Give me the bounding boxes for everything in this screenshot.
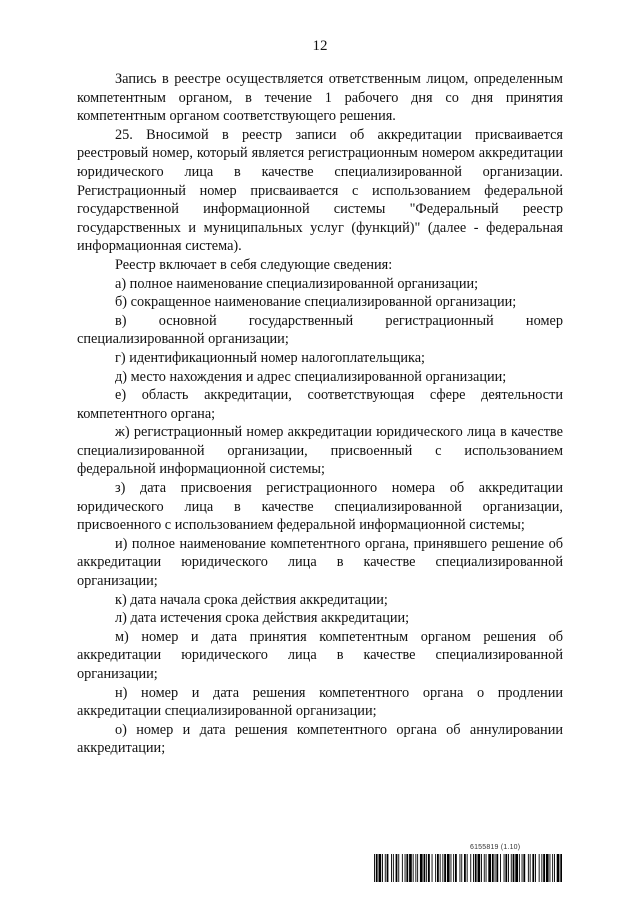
document-code: 6155819 (1.10): [470, 844, 521, 851]
page-number: 12: [312, 38, 328, 54]
list-item-zh: ж) регистрационный номер аккредитации юридического лица в качестве специализированной организации, присвоенный с использованием федеральной информационной системы;: [77, 424, 563, 478]
list-item-b: б) сокращенное наименование специализированной организации;: [115, 294, 517, 311]
list-item-d: д) место нахождения и адрес специализированной организации;: [115, 368, 507, 385]
list-item-k: к) дата начала срока действия аккредитации;: [115, 591, 388, 608]
list-item-m: м) номер и дата принятия компетентным органом решения об аккредитации юридического лица в качестве специализированной организации;: [77, 628, 563, 682]
list-item-v: в) основной государственный регистрационный номер специализированной организации;: [77, 312, 563, 348]
paragraph-25: 25. Вносимой в реестр записи об аккредитации присваивается реестровый номер, который является регистрационным номером аккредитации юридического лица в качестве специализированной организации. Регистрационный номер присваивается с использованием федеральной государственной информационной системы "Федеральный реестр государственных и муниципальных услуг (функций)" (далее - федеральная информационная система).: [77, 126, 563, 255]
list-item-e: е) область аккредитации, соответствующая сфере деятельности компетентного органа;: [77, 387, 563, 422]
paragraph-registry-entry: Запись в реестре осуществляется ответственным лицом, определенным компетентным органом, в течение 1 рабочего дня со дня принятия компетентным органом соответствующего решения.: [77, 71, 563, 125]
list-item-g: г) идентификационный номер налогоплательщика;: [115, 349, 426, 366]
list-item-n: н) номер и дата решения компетентного органа о продлении аккредитации специализированной организации;: [77, 684, 563, 720]
paragraph-registry-contents: Реестр включает в себя следующие сведения:: [115, 256, 393, 273]
barcode-image: [374, 854, 562, 882]
document-body: [77, 70, 563, 758]
list-item-l: л) дата истечения срока действия аккредитации;: [115, 610, 410, 627]
list-item-o: о) номер и дата решения компетентного органа об аннулировании аккредитации;: [77, 721, 563, 757]
list-item-z: з) дата присвоения регистрационного номера об аккредитации юридического лица в качестве специализированной организации, присвоенного с использованием федеральной информационной системы;: [77, 480, 563, 534]
list-item-a: а) полное наименование специализированной организации;: [115, 275, 479, 292]
list-item-i: и) полное наименование компетентного органа, принявшего решение об аккредитации юридического лица в качестве специализированной организации;: [77, 535, 563, 590]
